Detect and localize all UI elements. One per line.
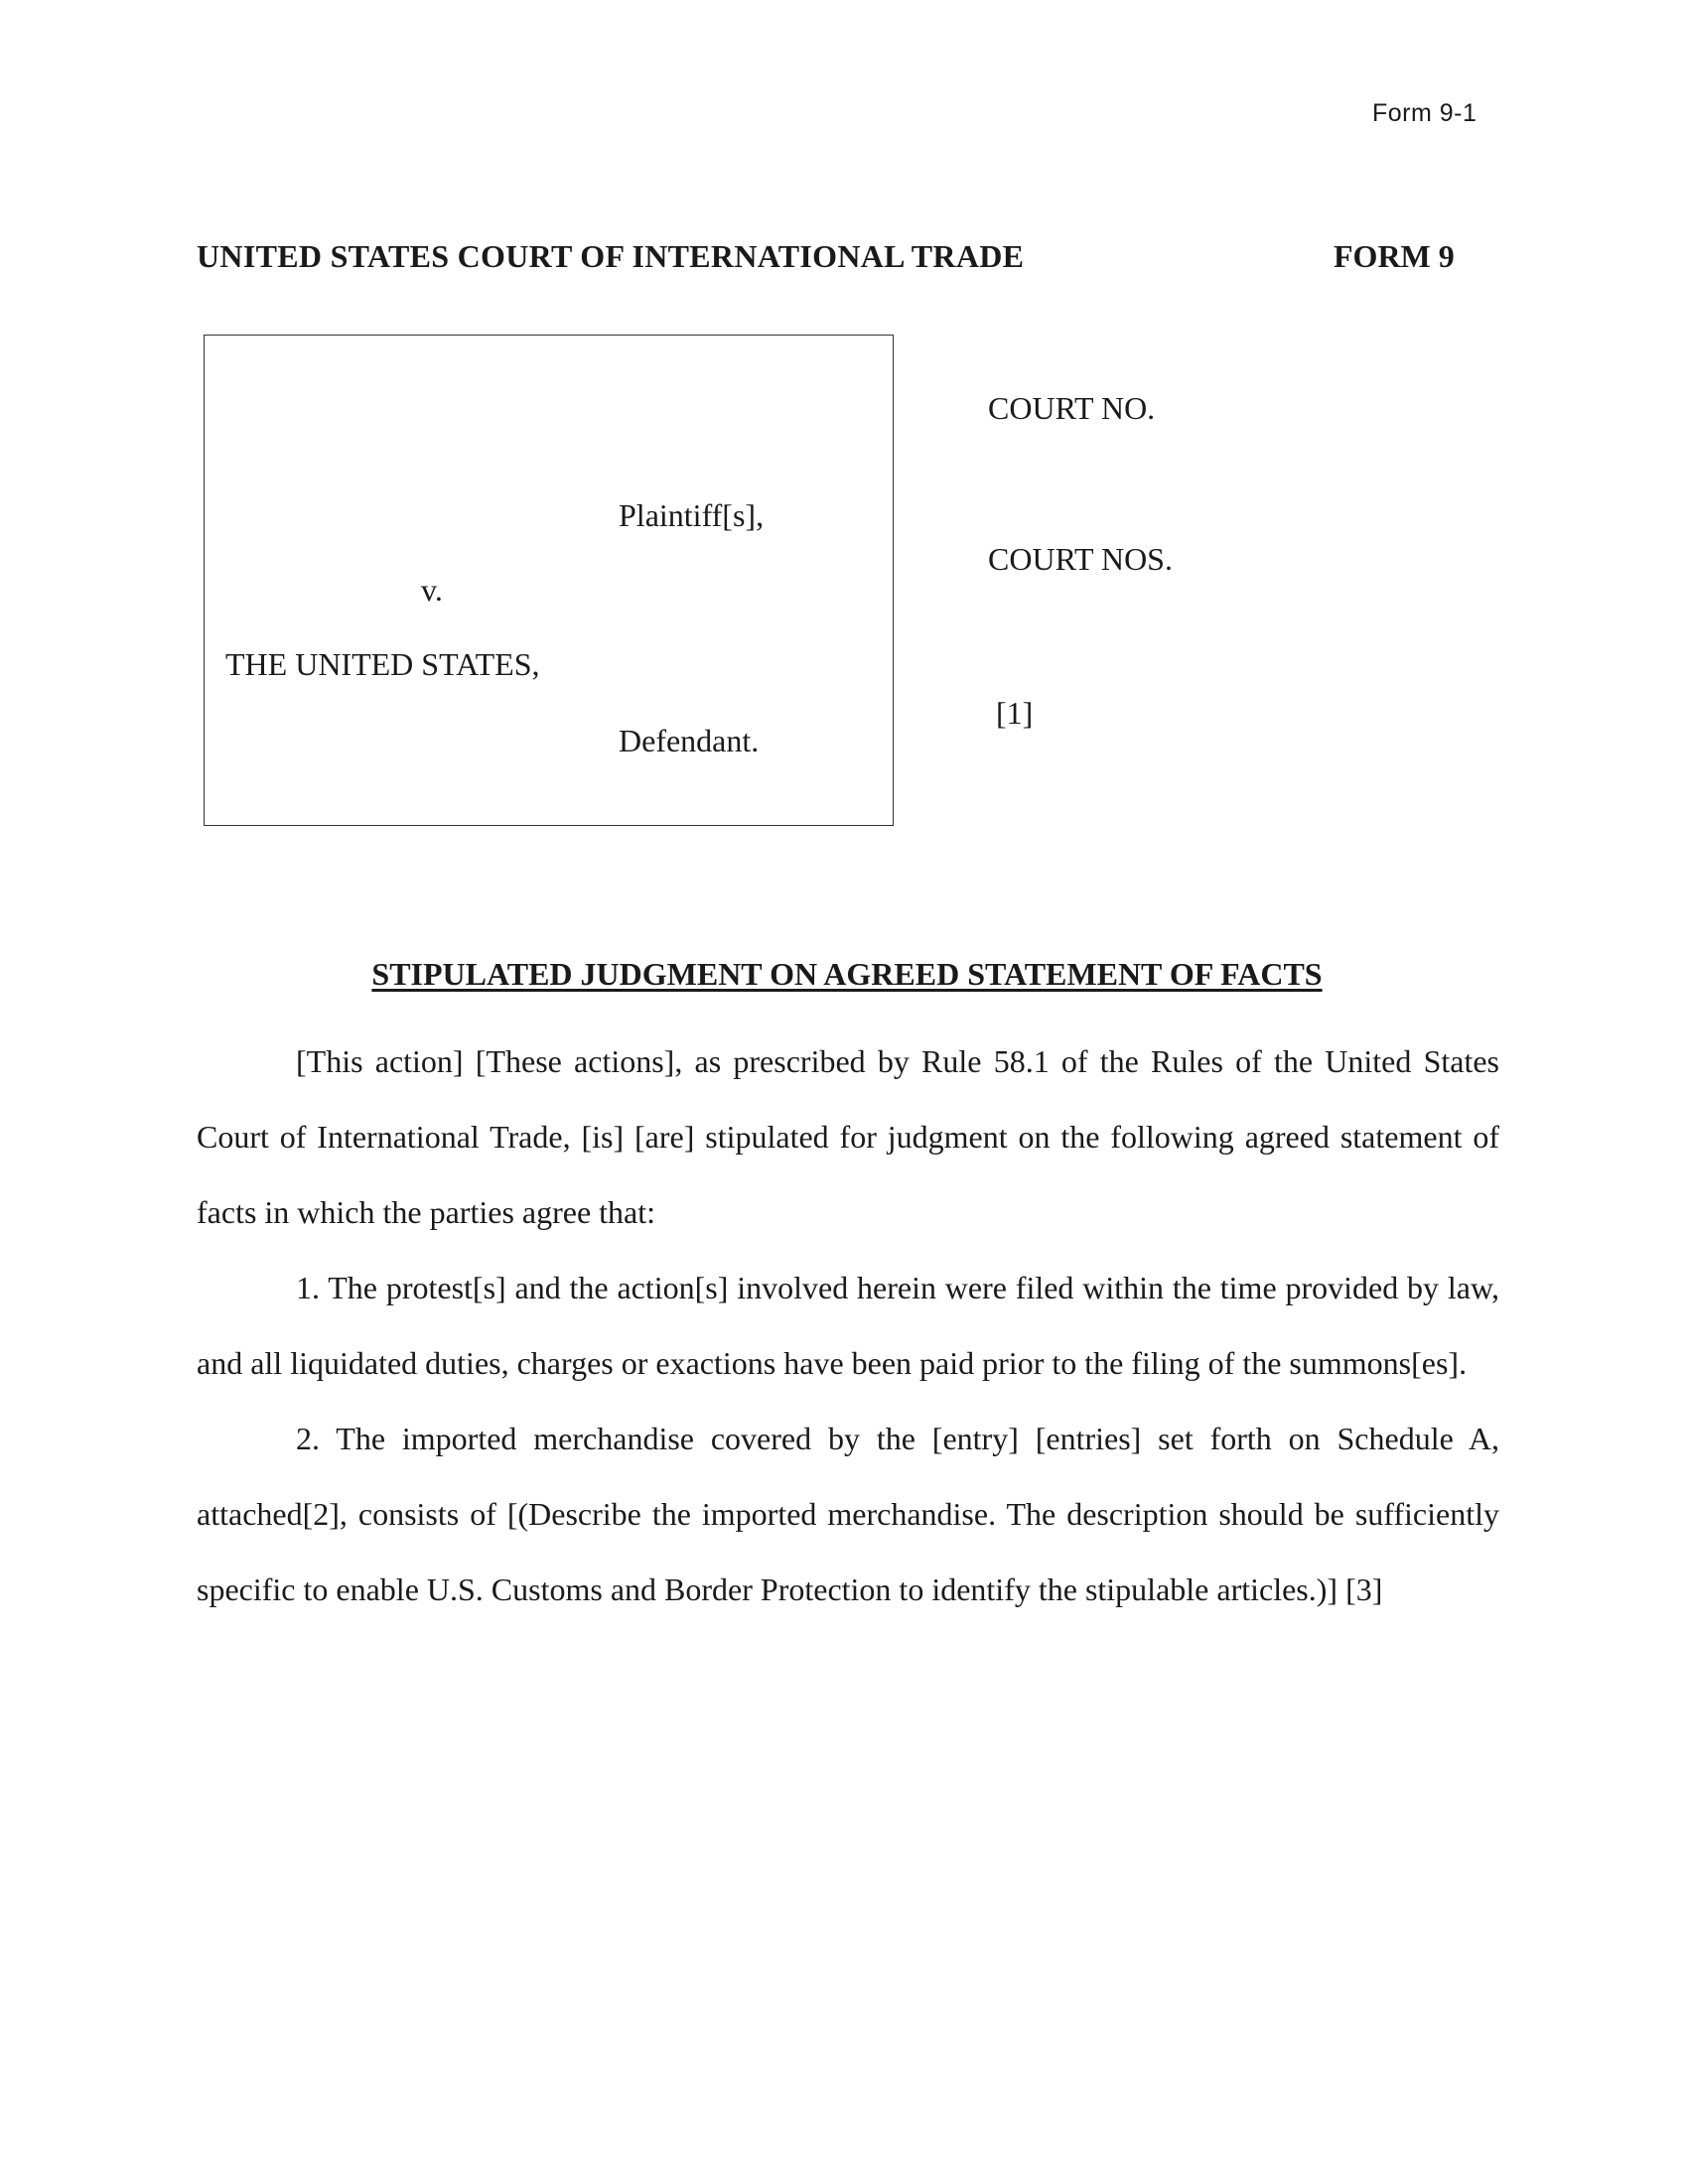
versus-label: v.: [421, 572, 443, 608]
paragraph-2: 2. The imported merchandise covered by the [entry] [entries] set forth on Schedule A, attached[2], consists of [(Describe the imported merchandise. The description should be sufficiently specific to enable U.S. Customs and Border Protection to identify the stipulable articles.)] [3]: [197, 1421, 1499, 1607]
case-caption-box: [204, 335, 894, 826]
defendant-name: THE UNITED STATES,: [225, 646, 540, 682]
document-title: [0, 956, 1688, 993]
plaintiff-label: Plaintiff[s],: [619, 497, 765, 533]
page-number: Form 9-1: [1372, 99, 1477, 127]
court-name-heading: UNITED STATES COURT OF INTERNATIONAL TRADE: [197, 238, 1025, 274]
form-label: FORM 9: [1334, 238, 1455, 274]
document-body: [197, 1024, 1499, 1627]
court-nos-label: COURT NOS.: [988, 541, 1173, 577]
document-title-text: STIPULATED JUDGMENT ON AGREED STATEMENT OF FACTS: [371, 956, 1323, 992]
paragraph-1: 1. The protest[s] and the action[s] involved herein were filed within the time provided by law, and all liquidated duties, charges or exactions have been paid prior to the filing of the summons[es].: [197, 1270, 1499, 1381]
intro-paragraph: [This action] [These actions], as prescribed by Rule 58.1 of the Rules of the United States Court of International Trade, [is] [are] stipulated for judgment on the following agreed statement of facts in which the parties agree that:: [197, 1043, 1499, 1230]
footnote-reference: [1]: [996, 695, 1034, 731]
defendant-label: Defendant.: [619, 723, 760, 758]
court-no-label: COURT NO.: [988, 390, 1156, 426]
